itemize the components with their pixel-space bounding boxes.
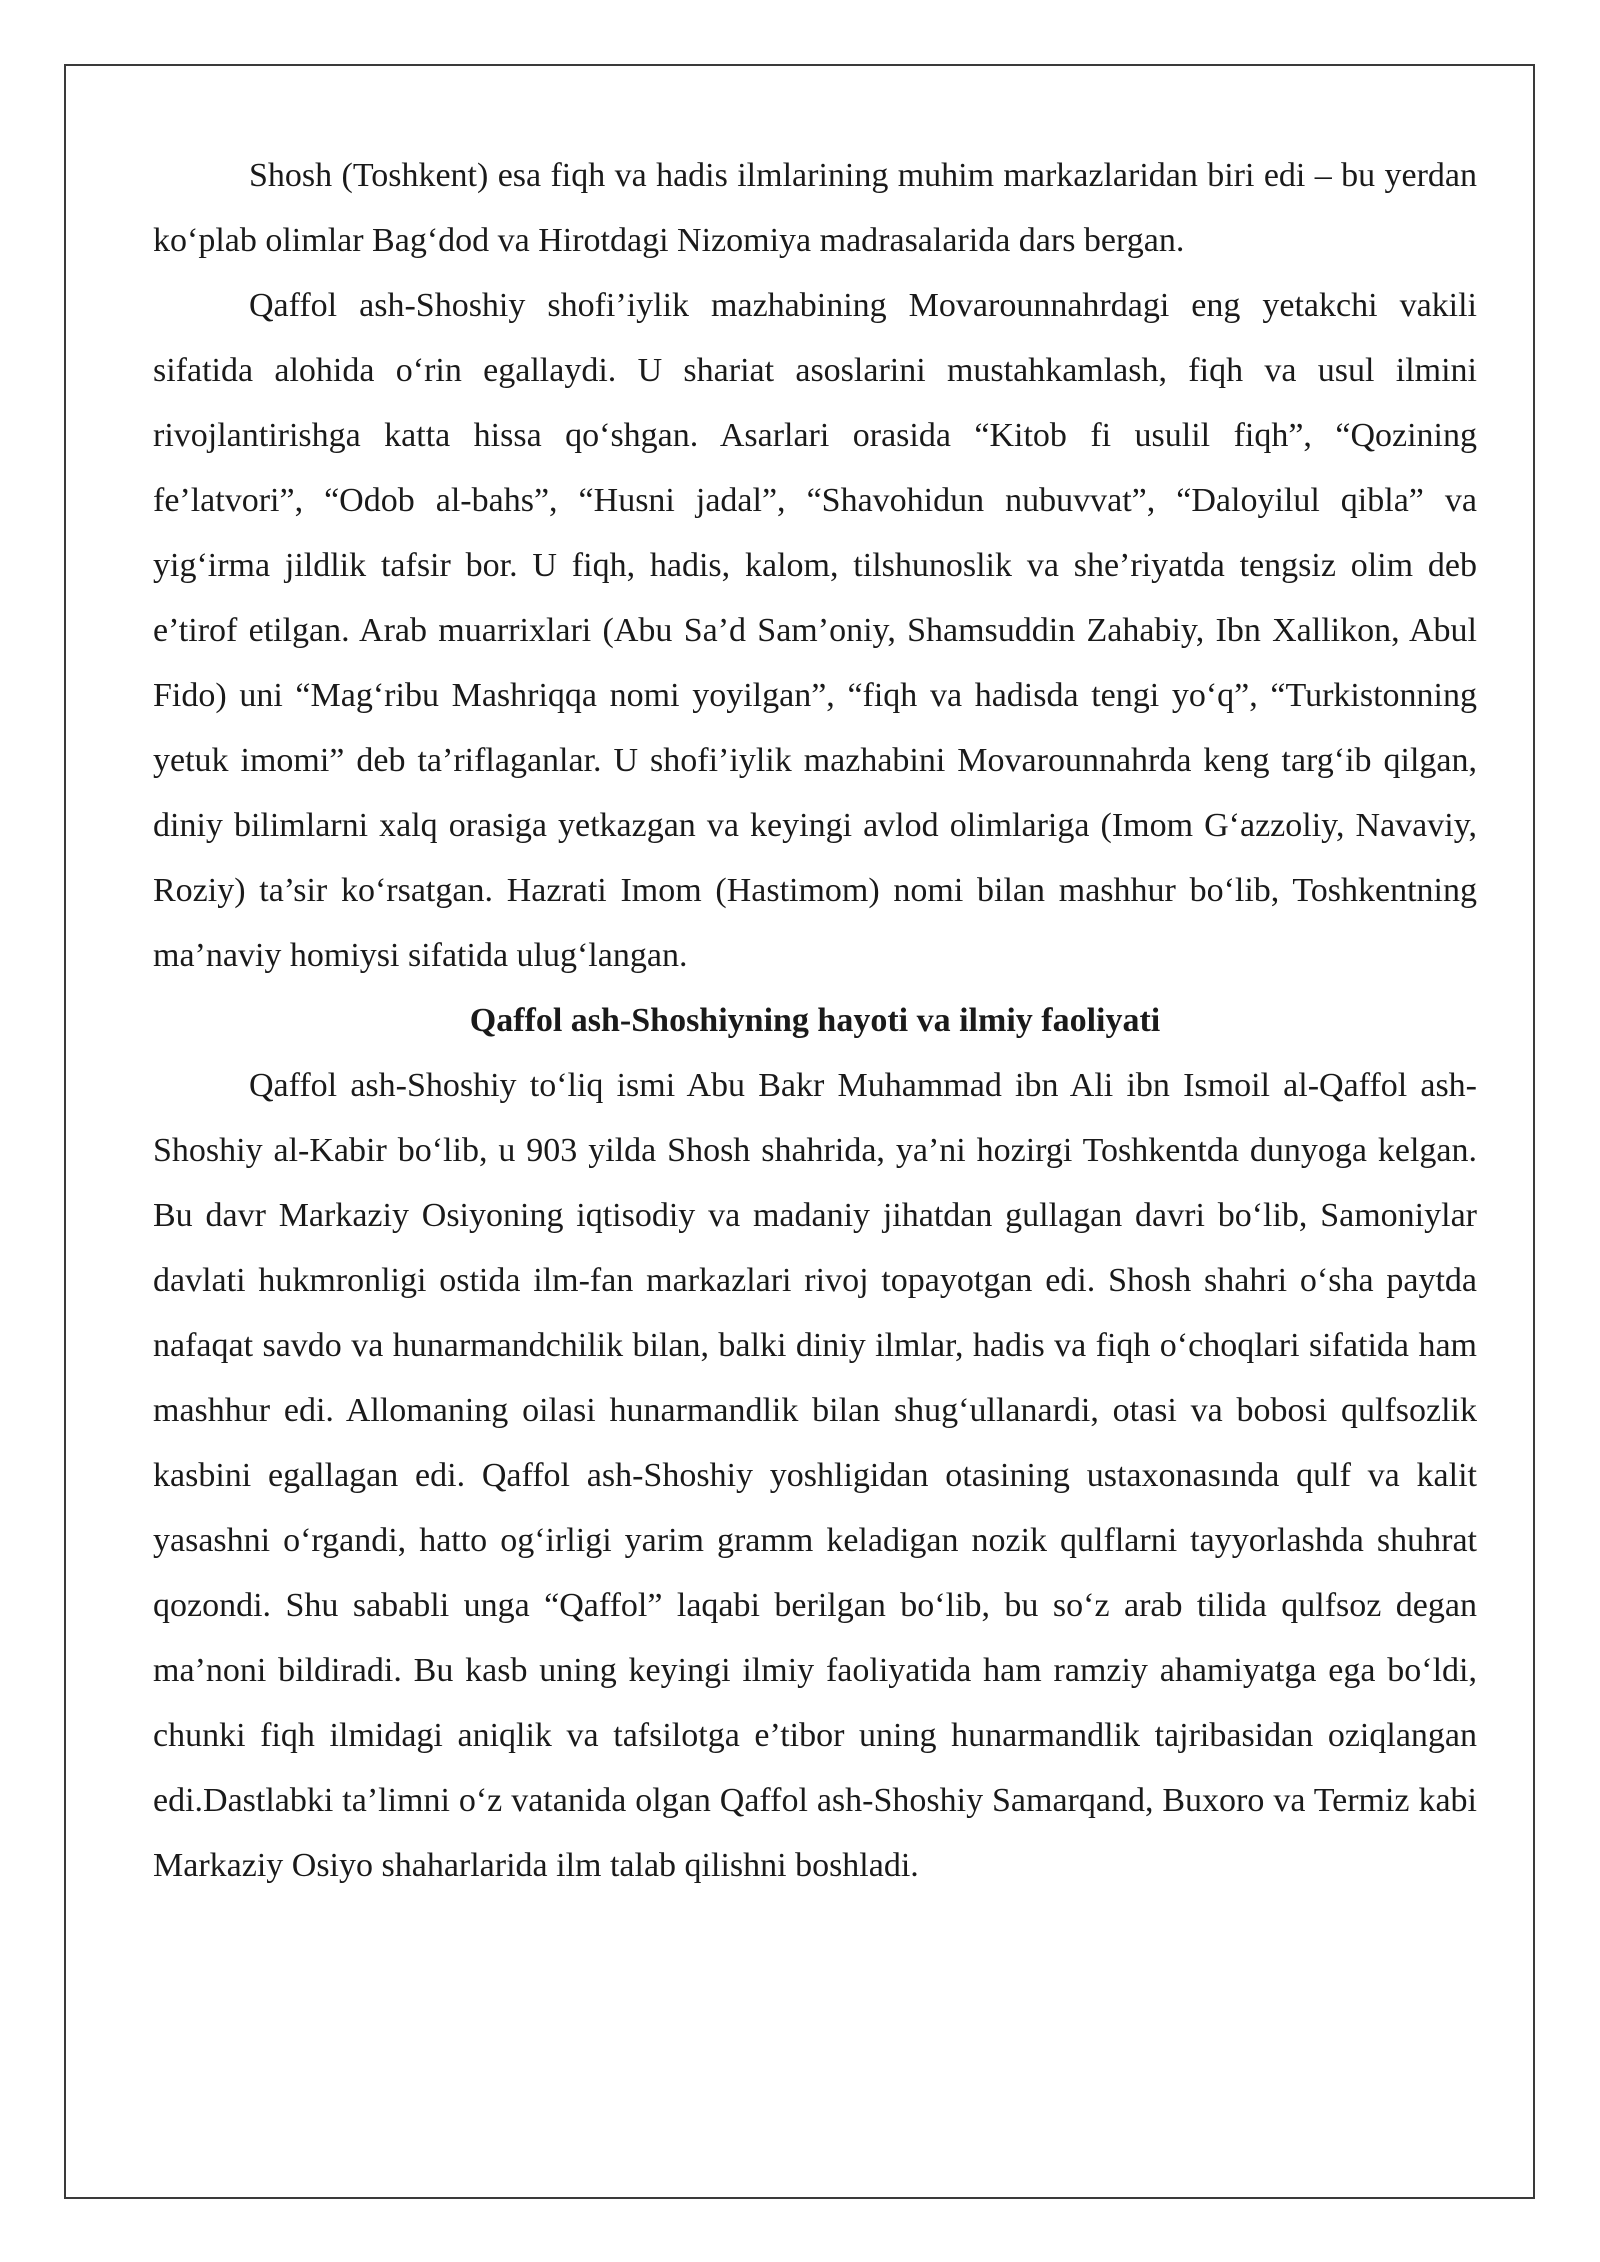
paragraph-shosh-center: Shosh (Toshkent) esa fiqh va hadis ilmlarining muhim markazlaridan biri edi – bu yerdan ko‘plab olimlar Bag‘dod va Hirotdagi Nizomiya madrasalarida dars bergan. [153, 157, 1477, 259]
document-body [153, 143, 1477, 1898]
paragraph-qaffol-role: Qaffol ash-Shoshiy shofi’iylik mazhabining Movarounnahrdagi eng yetakchi vakili sifatida alohida o‘rin egallaydi. U shariat asoslarini mustahkamlash, fiqh va usul ilmini rivojlantirishga katta hissa qo‘shgan. Asarlari orasida “Kitob fi usulil fiqh”, “Qozining fe’latvori”, “Odob al-bahs”, “Husni jadal”, “Shavohidun nubuvvat”, “Daloyilul qibla” va yig‘irma jildlik tafsir bor. U fiqh, hadis, kalom, tilshunoslik va she’riyatda tengsiz olim deb e’tirof etilgan. Arab muarrixlari (Abu Sa’d Sam’oniy, Shamsuddin Zahabiy, Ibn Xallikon, Abul Fido) uni “Mag‘ribu Mashriqqa nomi yoyilgan”, “fiqh va hadisda tengi yo‘q”, “Turkistonning yetuk imomi” deb ta’riflaganlar. U shofi’iylik mazhabini Movarounnahrda keng targ‘ib qilgan, diniy bilimlarni xalq orasiga yetkazgan va keyingi avlod olimlariga (Imom G‘azzoliy, Navaviy, Roziy) ta’sir ko‘rsatgan. Hazrati Imom (Hastimom) nomi bilan mashhur bo‘lib, Toshkentning ma’naviy homiysi sifatida ulug‘langan. [153, 287, 1477, 974]
paragraph-biography: Qaffol ash-Shoshiy to‘liq ismi Abu Bakr Muhammad ibn Ali ibn Ismoil al-Qaffol ash-Shoshiy al-Kabir bo‘lib, u 903 yilda Shosh shahrida, ya’ni hozirgi Toshkentda dunyoga kelgan. Bu davr Markaziy Osiyoning iqtisodiy va madaniy jihatdan gullagan davri bo‘lib, Samoniylar davlati hukmronligi ostida ilm-fan markazlari rivoj topayotgan edi. Shosh shahri o‘sha paytda nafaqat savdo va hunarmandchilik bilan, balki diniy ilmlar, hadis va fiqh o‘choqlari sifatida ham mashhur edi. Allomaning oilasi hunarmandlik bilan shug‘ullanardi, otasi va bobosi qulfsozlik kasbini egallagan edi. Qaffol ash-Shoshiy yoshligidan otasining ustaxonasında qulf va kalit yasashni o‘rgandi, hatto og‘irligi yarim gramm keladigan nozik qulflarni tayyorlashda shuhrat qozondi. Shu sababli unga “Qaffol” laqabi berilgan bo‘lib, bu so‘z arab tilida qulfsoz degan ma’noni bildiradi. Bu kasb uning keyingi ilmiy faoliyatida ham ramziy ahamiyatga ega bo‘ldi, chunki fiqh ilmidagi aniqlik va tafsilotga e’tibor uning hunarmandlik tajribasidan oziqlangan edi.Dastlabki ta’limni o‘z vatanida olgan Qaffol ash-Shoshiy Samarqand, Buxoro va Termiz kabi Markaziy Osiyo shaharlarida ilm talab qilishni boshladi. [153, 1067, 1477, 1884]
section-heading: Qaffol ash-Shoshiyning hayoti va ilmiy faoliyati [469, 1002, 1161, 1039]
